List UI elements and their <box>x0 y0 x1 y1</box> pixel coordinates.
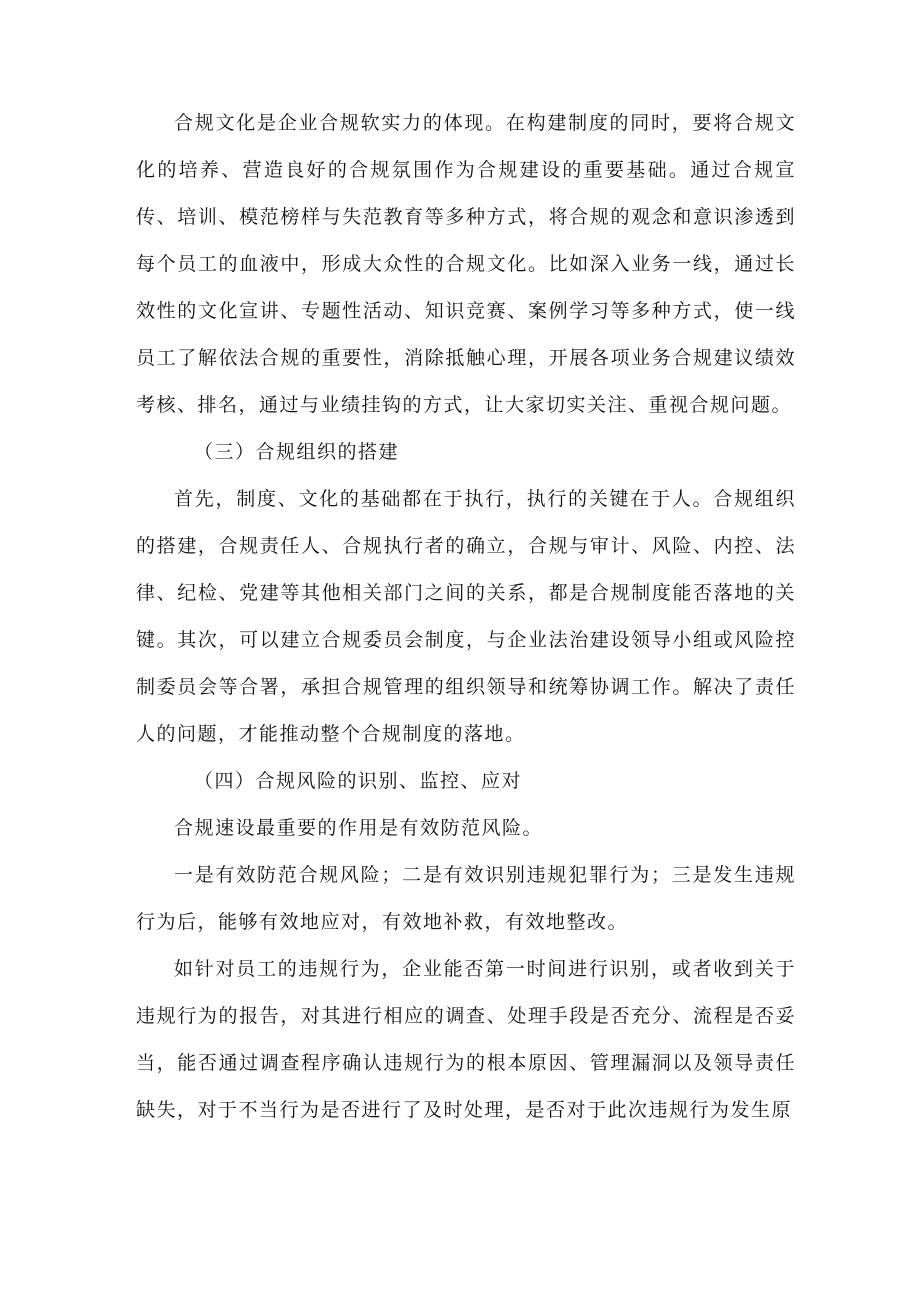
heading-compliance-risk: （四）合规风险的识别、监控、应对 <box>194 770 523 792</box>
document-page <box>136 100 796 1134</box>
paragraph-organization-building: 首先，制度、文化的基础都在于执行，执行的关键在于人。合规组织的搭建，合规责任人、合规执行者的确立，合规与审计、风险、内控、法律、纪检、党建等其他相关部门之间的关系，都是合规制度能否落地的关键。其次，可以建立合规委员会制度，与企业法治建设领导小组或风险控制委员会等合署，承担合规管理的组织领导和统筹协调工作。解决了责任人的问题，才能推动整个合规制度的落地。 <box>136 488 796 745</box>
paragraph-violation-handling: 如针对员工的违规行为，企业能否第一时间进行识别，或者收到关于违规行为的报告，对其进行相应的调查、处理手段是否充分、流程是否妥当，能否通过调查程序确认违规行为的根本原因、管理漏洞以及领导责任缺失，对于不当行为是否进行了及时处理，是否对于此次违规行为发生原 <box>136 958 796 1121</box>
paragraph-compliance-culture: 合规文化是企业合规软实力的体现。在构建制度的同时，要将合规文化的培养、营造良好的合规氛围作为合规建设的重要基础。通过合规宣传、培训、模范榜样与失范教育等多种方式，将合规的观念和意识渗透到每个员工的血液中，形成大众性的合规文化。比如深入业务一线，通过长效性的文化宣讲、专题性活动、知识竞赛、案例学习等多种方式，使一线员工了解依法合规的重要性，消除抵触心理，开展各项业务合规建议绩效考核、排名，通过与业绩挂钩的方式，让大家切实关注、重视合规问题。 <box>136 112 796 416</box>
paragraph-three-effects: 一是有效防范合规风险；二是有效识别违规犯罪行为；三是发生违规行为后，能够有效地应对，有效地补救，有效地整改。 <box>136 864 796 933</box>
heading-compliance-organization: （三）合规组织的搭建 <box>194 441 400 463</box>
paragraph-risk-purpose: 合规速设最重要的作用是有效防范风险。 <box>174 817 544 839</box>
